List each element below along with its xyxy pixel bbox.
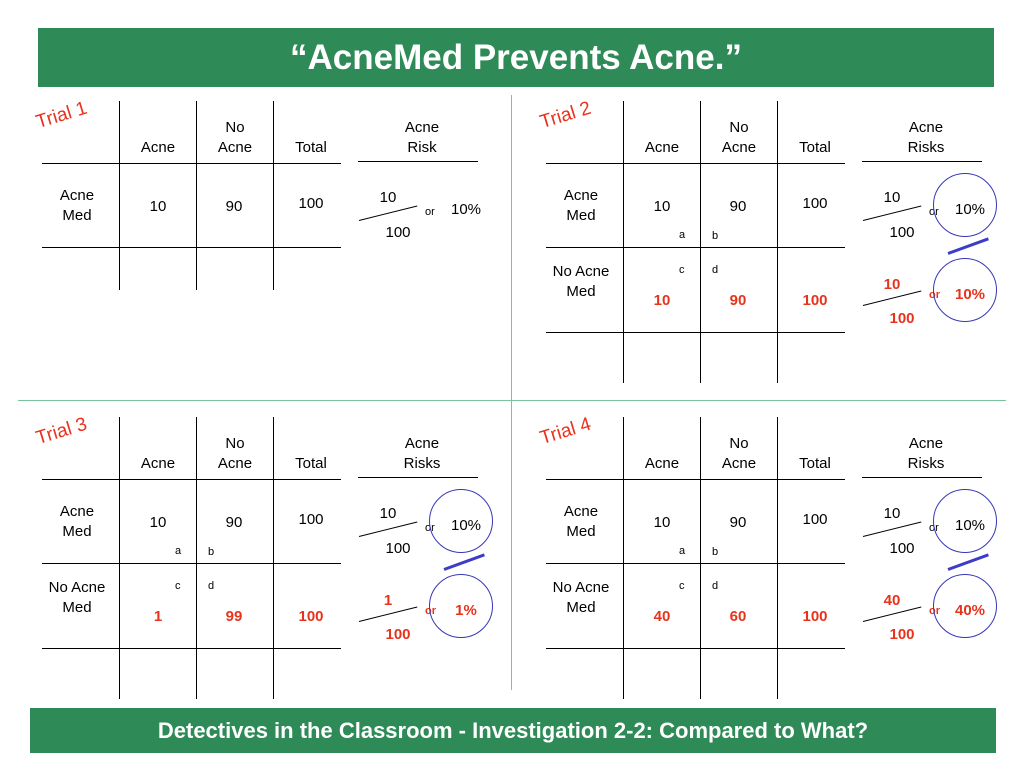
table-col-line: [777, 101, 778, 383]
table-row-line: [546, 563, 845, 564]
table-col-line: [623, 417, 624, 699]
cell-acne: 10: [149, 514, 167, 531]
row-label-no-acne-med-line1: No Acne: [552, 263, 610, 280]
row-label-acne-med-line2: Med: [62, 207, 92, 224]
row-label-acne-med: [47, 502, 107, 542]
cell-acne-2: 10: [653, 292, 671, 309]
or-label-2: or: [425, 605, 436, 617]
cell-acne-2: 1: [153, 608, 163, 625]
header-acne-risk: [896, 118, 956, 158]
cell-no-acne: 90: [225, 514, 243, 531]
or-label: or: [425, 206, 435, 218]
header-acne: Acne: [140, 455, 176, 472]
header-no-acne: [205, 118, 265, 158]
cell-letter-c: c: [175, 580, 181, 592]
risk-header-line: [862, 477, 982, 478]
table-row-line: [42, 247, 341, 248]
table-col-line: [196, 101, 197, 290]
row-label-no-acne-med-line1: No Acne: [48, 579, 106, 596]
row-label-acne-med-line1: Acne: [59, 187, 95, 204]
or-label: or: [425, 522, 435, 534]
cell-total: 100: [802, 511, 828, 528]
row-label-acne-med-line2: Med: [566, 207, 596, 224]
cell-no-acne: 90: [729, 514, 747, 531]
cell-total-2: 100: [802, 608, 828, 625]
cell-total-2: 100: [298, 608, 324, 625]
risk2-denominator: 100: [385, 626, 411, 643]
cell-letter-c: c: [679, 264, 685, 276]
header-no-acne: [709, 434, 769, 474]
row-label-no-acne-med: [42, 578, 112, 618]
table-header-line: [546, 479, 845, 480]
row-label-acne-med-line2: Med: [62, 523, 92, 540]
header-acne-risk-line2: Risks: [403, 455, 441, 472]
cell-letter-b: b: [208, 546, 215, 558]
highlight-circle-risk1: [429, 489, 493, 553]
header-acne-risk-line1: Acne: [404, 435, 440, 452]
risk2-numerator: 1: [383, 592, 393, 609]
risk-percent: 10%: [450, 201, 482, 218]
cell-acne: 10: [149, 198, 167, 215]
risk-denominator: 100: [889, 540, 915, 557]
row-label-no-acne-med-line1: No Acne: [552, 579, 610, 596]
risk-header-line: [862, 161, 982, 162]
cell-no-acne-2: 90: [729, 292, 747, 309]
table-col-line: [700, 417, 701, 699]
table-col-line: [119, 101, 120, 290]
cell-letter-c: c: [679, 580, 685, 592]
table-header-line: [546, 163, 845, 164]
risk-numerator: 10: [883, 189, 901, 206]
row-label-acne-med-line1: Acne: [563, 503, 599, 520]
cell-letter-d: d: [208, 580, 215, 592]
or-label-2: or: [929, 605, 940, 617]
header-total: Total: [295, 455, 327, 472]
table-col-line: [273, 417, 274, 699]
header-total: Total: [799, 455, 831, 472]
cell-total: 100: [802, 195, 828, 212]
risk-percent: 10%: [954, 517, 986, 534]
cell-letter-a: a: [175, 545, 182, 557]
header-acne-risk-line1: Acne: [404, 119, 440, 136]
cell-total-2: 100: [802, 292, 828, 309]
or-label-2: or: [929, 289, 940, 301]
highlight-circle-risk2: [933, 258, 997, 322]
header-acne-risk-line1: Acne: [908, 119, 944, 136]
header-no-acne-line2: Acne: [721, 455, 757, 472]
header-no-acne: [205, 434, 265, 474]
risk-header-line: [358, 477, 478, 478]
risk2-numerator: 40: [883, 592, 901, 609]
highlight-circle-risk1: [933, 489, 997, 553]
cell-no-acne: 90: [225, 198, 243, 215]
table-col-line: [119, 417, 120, 699]
or-label: or: [929, 522, 939, 534]
comparison-slash: [443, 553, 484, 571]
footer-banner: Detectives in the Classroom - Investigation 2-2: Compared to What?: [30, 708, 996, 753]
risk-denominator: 100: [385, 224, 411, 241]
cell-acne: 10: [653, 514, 671, 531]
cell-letter-d: d: [712, 580, 719, 592]
comparison-slash: [947, 237, 988, 255]
row-label-acne-med-line1: Acne: [59, 503, 95, 520]
trial-label: Trial 1: [33, 97, 90, 134]
row-label-no-acne-med-line2: Med: [566, 283, 596, 300]
table-header-line: [42, 163, 341, 164]
table-col-line: [700, 101, 701, 383]
table-row-line: [546, 648, 845, 649]
header-no-acne: [709, 118, 769, 158]
table-row-line: [546, 247, 845, 248]
highlight-circle-risk1: [933, 173, 997, 237]
risk-header-line: [358, 161, 478, 162]
highlight-circle-risk2: [933, 574, 997, 638]
trial-label: Trial 4: [537, 413, 594, 450]
cell-letter-d: d: [712, 264, 719, 276]
trial-label: Trial 2: [537, 97, 594, 134]
risk2-percent: 10%: [954, 286, 986, 303]
header-acne-risk-line2: Risks: [907, 455, 945, 472]
row-label-acne-med: [551, 502, 611, 542]
row-label-no-acne-med: [546, 262, 616, 302]
risk-numerator: 10: [379, 505, 397, 522]
header-no-acne-line1: No: [729, 119, 749, 136]
quadrant-divider-horizontal: [18, 400, 1006, 401]
risk-numerator: 10: [883, 505, 901, 522]
slide-title: “AcneMed Prevents Acne.”: [38, 28, 994, 87]
table-col-line: [623, 101, 624, 383]
header-acne: Acne: [140, 139, 176, 156]
header-acne-risk: [392, 118, 452, 158]
cell-no-acne: 90: [729, 198, 747, 215]
header-no-acne-line2: Acne: [217, 139, 253, 156]
header-no-acne-line2: Acne: [721, 139, 757, 156]
risk-numerator: 10: [379, 189, 397, 206]
risk2-percent: 40%: [954, 602, 986, 619]
risk-denominator: 100: [385, 540, 411, 557]
row-label-acne-med: [47, 186, 107, 226]
row-label-acne-med: [551, 186, 611, 226]
header-total: Total: [799, 139, 831, 156]
cell-acne: 10: [653, 198, 671, 215]
trial-label: Trial 3: [33, 413, 90, 450]
header-no-acne-line1: No: [225, 119, 245, 136]
row-label-no-acne-med: [546, 578, 616, 618]
cell-letter-b: b: [712, 546, 719, 558]
header-no-acne-line1: No: [225, 435, 245, 452]
header-acne: Acne: [644, 455, 680, 472]
header-acne-risk: [392, 434, 452, 474]
row-label-acne-med-line2: Med: [566, 523, 596, 540]
table-row-line: [42, 648, 341, 649]
cell-total: 100: [298, 511, 324, 528]
table-col-line: [196, 417, 197, 699]
table-col-line: [273, 101, 274, 290]
table-col-line: [777, 417, 778, 699]
cell-letter-b: b: [712, 230, 719, 242]
comparison-slash: [947, 553, 988, 571]
risk2-denominator: 100: [889, 626, 915, 643]
or-label: or: [929, 206, 939, 218]
header-acne-risk-line2: Risks: [907, 139, 945, 156]
header-acne: Acne: [644, 139, 680, 156]
cell-letter-a: a: [679, 545, 686, 557]
cell-no-acne-2: 60: [729, 608, 747, 625]
highlight-circle-risk2: [429, 574, 493, 638]
cell-total: 100: [298, 195, 324, 212]
risk-percent: 10%: [450, 517, 482, 534]
cell-acne-2: 40: [653, 608, 671, 625]
risk-denominator: 100: [889, 224, 915, 241]
header-acne-risk-line1: Acne: [908, 435, 944, 452]
header-no-acne-line1: No: [729, 435, 749, 452]
risk-percent: 10%: [954, 201, 986, 218]
table-row-line: [546, 332, 845, 333]
header-acne-risk-line2: Risk: [407, 139, 437, 156]
cell-no-acne-2: 99: [225, 608, 243, 625]
risk2-denominator: 100: [889, 310, 915, 327]
table-row-line: [42, 563, 341, 564]
row-label-no-acne-med-line2: Med: [566, 599, 596, 616]
row-label-acne-med-line1: Acne: [563, 187, 599, 204]
risk2-percent: 1%: [455, 602, 477, 619]
quadrant-divider-vertical: [511, 95, 512, 690]
risk2-numerator: 10: [883, 276, 901, 293]
header-acne-risk: [896, 434, 956, 474]
row-label-no-acne-med-line2: Med: [62, 599, 92, 616]
header-total: Total: [295, 139, 327, 156]
header-no-acne-line2: Acne: [217, 455, 253, 472]
table-header-line: [42, 479, 341, 480]
cell-letter-a: a: [679, 229, 686, 241]
